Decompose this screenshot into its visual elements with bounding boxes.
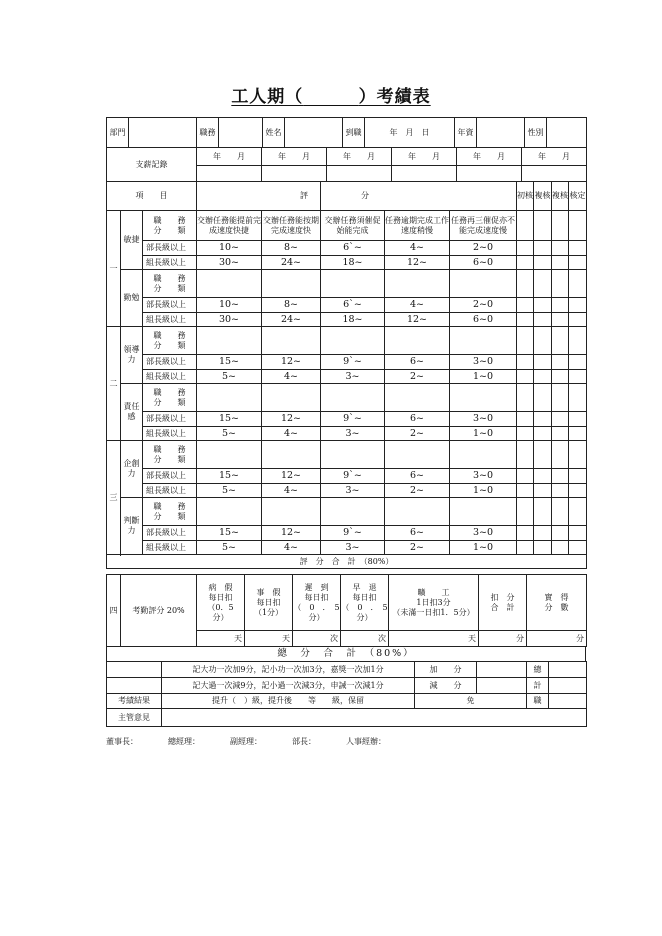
late-count[interactable]: 次 [293,631,341,647]
criteria-desc [450,441,517,469]
score-cell: 4~ [262,541,321,555]
actual-score[interactable]: 分 [527,631,587,647]
rank-label: 組長級以上 [143,484,197,498]
score-cell: 6`~ [321,241,385,256]
salary-ym: 年 月 [262,148,327,166]
score-cell: 18~ [321,313,385,327]
check-cell[interactable] [534,211,552,241]
late-rule: 遲 到 每日扣 （ 0 ． 5 分） [293,575,341,631]
score-cell: 3~ [321,370,385,384]
score-cell: 2~0 [450,298,517,313]
score-cell: 15~ [197,526,262,541]
check-cell[interactable] [552,526,569,541]
merit-sub-rule: 記大過一次減9分，記小過一次減3分，申誡一次減1分 [162,678,415,694]
gender-value[interactable] [547,118,587,148]
criteria-desc: 交辦任務能提前完成速度快捷 [197,211,262,241]
arrive-date: 年 月 日 [365,118,455,148]
attendance-num: 四 [107,575,121,647]
check-cell[interactable] [534,484,552,498]
sign-chairman: 董事長： [106,737,138,746]
score-cell: 30~ [197,256,262,270]
check-cell[interactable] [552,211,569,241]
rank-label: 部長級以上 [143,355,197,370]
score-cell: 4~ [385,241,450,256]
rank-label: 組長級以上 [143,256,197,270]
score-cell: 3~0 [450,355,517,370]
criteria-desc [450,498,517,526]
subsection-label: 勤勉 [121,270,143,327]
check-cell[interactable] [569,270,587,298]
fen-header: 分 [321,182,517,211]
merit-sub-value[interactable] [477,678,527,694]
check-cell[interactable] [552,498,569,526]
check-review-2: 複核 [552,182,569,211]
subsection-label: 責任感 [121,384,143,441]
criteria-desc [321,327,385,355]
merit-side-value[interactable] [549,678,587,694]
check-cell[interactable] [552,541,569,555]
exempt-label: 免 [415,694,527,709]
check-cell[interactable] [569,384,587,412]
salary-cell[interactable] [197,166,262,182]
check-cell[interactable] [552,298,569,313]
check-cell[interactable] [569,327,587,355]
criteria-desc [450,270,517,298]
rank-label: 部長級以上 [143,241,197,256]
rank-label: 部長級以上 [143,298,197,313]
check-cell[interactable] [552,484,569,498]
opinion-value[interactable] [162,709,587,727]
merit-blank [107,678,162,694]
score-cell: 6~0 [450,256,517,270]
merit-add-value[interactable] [477,662,527,678]
check-cell[interactable] [552,370,569,384]
salary-cell[interactable] [522,166,587,182]
rank-label: 部長級以上 [143,469,197,484]
salary-cell[interactable] [327,166,392,182]
opinion-label: 主管意見 [107,709,162,727]
check-cell[interactable] [534,355,552,370]
score-cell: 8~ [262,298,321,313]
early-count[interactable]: 次 [341,631,389,647]
check-cell[interactable] [517,441,534,469]
check-cell[interactable] [552,270,569,298]
duty-classification: 職 務 分 類 [143,498,197,526]
rank-label: 組長級以上 [143,541,197,555]
score-cell: 8~ [262,241,321,256]
criteria-desc: 任務逾期完成工作速度稍慢 [385,211,450,241]
check-review: 複核 [534,182,552,211]
score-cell: 3~ [321,484,385,498]
header-table [106,117,587,148]
criteria-desc [197,441,262,469]
check-cell[interactable] [569,355,587,370]
score-cell: 30~ [197,313,262,327]
score-cell: 12~ [385,256,450,270]
check-cell[interactable] [552,355,569,370]
actual-score-label: 實 得 分 數 [527,575,587,631]
score-cell: 2~0 [450,241,517,256]
score-cell: 10~ [197,298,262,313]
criteria-desc [321,441,385,469]
duty-classification: 職 務 分 類 [143,211,197,241]
rank-label: 部長級以上 [143,412,197,427]
check-cell[interactable] [552,441,569,469]
name-value[interactable] [285,118,343,148]
score-cell: 9`~ [321,412,385,427]
score-cell: 6~ [385,355,450,370]
check-cell[interactable] [517,469,534,484]
criteria-desc [197,327,262,355]
check-cell[interactable] [552,469,569,484]
ping-header: 評 [197,182,321,211]
seniority-label: 年資 [455,118,477,148]
check-cell[interactable] [517,241,534,256]
dept-value[interactable] [129,118,197,148]
score-cell: 5~ [197,541,262,555]
duty-classification: 職 務 分 類 [143,384,197,412]
merit-add-rule: 記大功一次加9分，記小功一次加3分，嘉獎一次加1分 [162,662,415,678]
criteria-desc [197,384,262,412]
merit-blank [107,662,162,678]
sign-deputy: 副經理： [230,737,262,746]
sick-leave-rule: 病 假 每日扣 （0．5 分） [197,575,245,631]
check-cell[interactable] [517,427,534,441]
salary-label: 支薪記錄 [107,148,197,182]
check-cell[interactable] [517,384,534,412]
duty-classification: 職 務 分 類 [143,327,197,355]
check-cell[interactable] [517,313,534,327]
result-label: 考績結果 [107,694,162,709]
absence-rule: 曠 工 1日扣3分 （未滿一日扣1．5分） [389,575,479,631]
score-cell: 24~ [262,256,321,270]
salary-cell[interactable] [457,166,522,182]
name-label: 姓名 [263,118,285,148]
criteria-desc [321,498,385,526]
check-cell[interactable] [517,370,534,384]
check-cell[interactable] [569,427,587,441]
check-cell[interactable] [552,241,569,256]
score-cell: 4~ [262,484,321,498]
check-cell[interactable] [517,211,534,241]
score-cell: 9`~ [321,526,385,541]
merit-side-3: 職 [527,694,549,709]
personal-leave-rule: 事 假 每日扣 （1分） [245,575,293,631]
check-cell[interactable] [534,526,552,541]
score-cell: 1~0 [450,427,517,441]
criteria-desc [262,498,321,526]
score-cell: 15~ [197,469,262,484]
check-cell[interactable] [534,270,552,298]
score-cell: 24~ [262,313,321,327]
check-cell[interactable] [517,526,534,541]
salary-table [106,147,587,182]
check-cell[interactable] [534,427,552,441]
criteria-desc [262,384,321,412]
check-cell[interactable] [569,498,587,526]
attendance-label: 考勤評分 20% [121,575,197,647]
check-cell[interactable] [569,370,587,384]
check-cell[interactable] [552,256,569,270]
check-cell[interactable] [517,541,534,555]
criteria-desc [385,270,450,298]
check-cell[interactable] [569,412,587,427]
score-cell: 2~ [385,484,450,498]
score-cell: 1~0 [450,370,517,384]
sick-days[interactable]: 天 [197,631,245,647]
score-cell: 3~0 [450,469,517,484]
check-cell[interactable] [569,313,587,327]
score-cell: 2~ [385,370,450,384]
check-cell[interactable] [534,541,552,555]
merit-side-1: 總 [527,662,549,678]
merit-side-value[interactable] [549,694,587,709]
post-value[interactable] [219,118,263,148]
salary-cell[interactable] [262,166,327,182]
check-cell[interactable] [552,327,569,355]
criteria-desc [385,327,450,355]
check-cell[interactable] [534,298,552,313]
criteria-desc [321,270,385,298]
check-initial: 初核 [517,182,534,211]
check-cell[interactable] [534,469,552,484]
check-cell[interactable] [569,484,587,498]
check-cell[interactable] [534,313,552,327]
section-number: 二 [107,327,121,441]
check-cell[interactable] [569,241,587,256]
early-leave-rule: 早 退 每日扣 （ 0 ． 5 分） [341,575,389,631]
check-cell[interactable] [534,370,552,384]
criteria-desc: 交辦任務能按期完成速度快 [262,211,321,241]
item-header: 項 目 [107,182,197,211]
salary-ym: 年 月 [392,148,457,166]
check-cell[interactable] [552,427,569,441]
check-cell[interactable] [569,256,587,270]
score-cell: 4~ [385,298,450,313]
salary-ym: 年 月 [327,148,392,166]
subsection-label: 判斷力 [121,498,143,555]
score-cell: 9`~ [321,469,385,484]
criteria-desc: 任務再三催促亦不能完成速度慢 [450,211,517,241]
criteria-desc [450,327,517,355]
score-cell: 3~ [321,541,385,555]
attendance-table [106,574,587,647]
score-cell: 3~0 [450,412,517,427]
criteria-desc [262,441,321,469]
check-cell[interactable] [517,256,534,270]
criteria-desc [262,327,321,355]
check-cell[interactable] [569,441,587,469]
dept-label: 部門 [107,118,129,148]
score-cell: 2~ [385,427,450,441]
criteria-desc [197,270,262,298]
sign-hr: 人事經辦： [346,737,386,746]
criteria-desc [197,498,262,526]
score-cell: 6~0 [450,313,517,327]
criteria-desc [450,384,517,412]
rank-label: 組長級以上 [143,313,197,327]
criteria-desc [321,384,385,412]
score-cell: 15~ [197,355,262,370]
gender-label: 性別 [525,118,547,148]
result-text: 提升（ ）級，提升後 等 級，保留 [162,694,415,709]
check-cell[interactable] [534,441,552,469]
duty-classification: 職 務 分 類 [143,441,197,469]
score-cell: 1~0 [450,484,517,498]
score-cell: 12~ [262,526,321,541]
score-cell: 5~ [197,484,262,498]
score-cell: 5~ [197,370,262,384]
deduction-total-label: 扣 分 合 計 [479,575,527,631]
absence-days[interactable]: 天 [389,631,479,647]
salary-ym: 年 月 [197,148,262,166]
deduction-total[interactable]: 分 [479,631,527,647]
score-cell: 3~ [321,427,385,441]
score-cell: 10~ [197,241,262,256]
score-cell: 6~ [385,469,450,484]
check-cell[interactable] [569,469,587,484]
rank-label: 組長級以上 [143,370,197,384]
check-approve: 核定 [569,182,587,211]
section-number: 三 [107,441,121,555]
check-cell[interactable] [569,541,587,555]
salary-ym: 年 月 [457,148,522,166]
evaluation-table [106,181,587,569]
score-cell: 9`~ [321,355,385,370]
page-title: 工人期（ ）考績表 [231,87,431,107]
score-cell: 12~ [262,412,321,427]
sign-minister: 部長： [292,737,316,746]
check-cell[interactable] [517,355,534,370]
criteria-desc [385,384,450,412]
rank-label: 組長級以上 [143,427,197,441]
score-cell: 4~ [262,427,321,441]
check-cell[interactable] [534,498,552,526]
merit-add-label: 加 分 [415,662,477,678]
criteria-desc [262,270,321,298]
check-cell[interactable] [569,526,587,541]
merit-side-2: 計 [527,678,549,694]
merit-sub-label: 減 分 [415,678,477,694]
check-cell[interactable] [517,270,534,298]
check-cell[interactable] [534,241,552,256]
sign-gm: 總經理： [168,737,200,746]
check-cell[interactable] [517,298,534,313]
criteria-desc [385,441,450,469]
score-cell: 12~ [262,469,321,484]
criteria-desc [385,498,450,526]
salary-ym: 年 月 [522,148,587,166]
score-cell: 1~0 [450,541,517,555]
check-cell[interactable] [517,498,534,526]
check-cell[interactable] [552,412,569,427]
signature-row [106,736,586,747]
score-cell: 12~ [385,313,450,327]
score-cell: 6~ [385,526,450,541]
subsection-label: 企創力 [121,441,143,498]
score-cell: 15~ [197,412,262,427]
personal-days[interactable]: 天 [245,631,293,647]
score-cell: 6~ [385,412,450,427]
subtotal-label: 評 分 合 計 （80%） [107,555,587,569]
arrive-label: 到職 [343,118,365,148]
subsection-label: 領導力 [121,327,143,384]
score-cell: 6`~ [321,298,385,313]
seniority-value[interactable] [477,118,525,148]
rank-label: 部長級以上 [143,526,197,541]
check-cell[interactable] [534,412,552,427]
score-cell: 12~ [262,355,321,370]
check-cell[interactable] [534,256,552,270]
score-cell: 18~ [321,256,385,270]
merit-side-value[interactable] [549,662,587,678]
salary-cell[interactable] [392,166,457,182]
check-cell[interactable] [517,484,534,498]
check-cell[interactable] [534,384,552,412]
check-cell[interactable] [569,298,587,313]
merit-table [106,661,587,727]
criteria-desc: 交辦任務須催促始能完成 [321,211,385,241]
check-cell[interactable] [517,412,534,427]
score-cell: 2~ [385,541,450,555]
check-cell[interactable] [534,327,552,355]
score-cell: 4~ [262,370,321,384]
score-cell: 5~ [197,427,262,441]
check-cell[interactable] [517,327,534,355]
total-row-table [106,646,586,662]
section-number: 一 [107,211,121,327]
duty-classification: 職 務 分 類 [143,270,197,298]
check-cell[interactable] [569,211,587,241]
total-label: 總 分 合 計 （80%） [107,647,586,662]
subsection-label: 敏捷 [121,211,143,270]
check-cell[interactable] [552,384,569,412]
score-cell: 3~0 [450,526,517,541]
post-label: 職務 [197,118,219,148]
check-cell[interactable] [552,313,569,327]
